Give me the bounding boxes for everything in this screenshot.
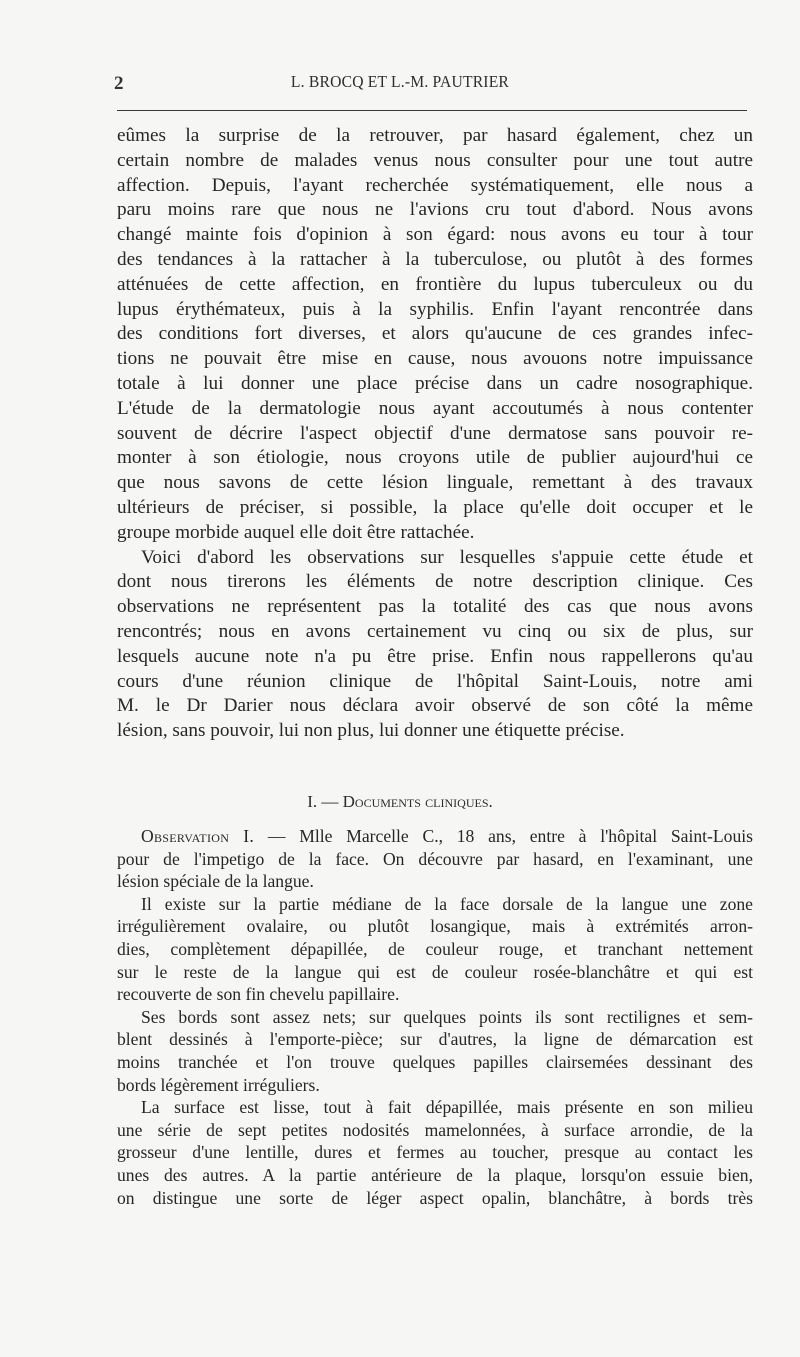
text-line: totale à lui donner une place précise dans un cadre nosographique. [117, 372, 753, 394]
observation-paragraph-4 [117, 1096, 753, 1209]
text-line: atténuées de cette affection, en frontière du lupus tuberculeux ou du [117, 273, 753, 295]
text-line: cours d'une réunion clinique de l'hôpital Saint-Louis, notre ami [117, 670, 753, 692]
text-line: groupe morbide auquel elle doit être rattachée. [117, 521, 475, 543]
text-line: affection. Depuis, l'ayant recherchée systématiquement, elle nous a [117, 174, 753, 196]
text-line: irrégulièrement ovalaire, ou plutôt losangique, mais à extrémités arron- [117, 916, 753, 937]
text-line: rencontrés; nous en avons certainement vu cinq ou six de plus, sur [117, 620, 753, 642]
text-line: monter à son étiologie, nous croyons utile de publier aujourd'hui ce [117, 447, 753, 469]
text-line: changé mainte fois d'opinion à son égard: nous avons eu tour à tour [117, 224, 753, 246]
text-line: paru moins rare que nous ne l'avions cru tout d'abord. Nous avons [117, 199, 753, 221]
text-line: tions ne pouvait être mise en cause, nous avouons notre impuissance [117, 348, 753, 370]
header-rule [117, 110, 747, 111]
text-line: Voici d'abord les observations sur lesquelles s'appuie cette étude et [141, 546, 753, 568]
observation-label: Observation I. [141, 826, 255, 846]
observation-paragraph-3 [117, 1006, 753, 1096]
text-line: que nous savons de cette lésion linguale, remettant à des travaux [117, 472, 753, 494]
intro-text [117, 124, 753, 744]
intro-paragraph-2 [117, 546, 753, 744]
text-line: Ses bords sont assez nets; sur quelques points ils sont rectilignes et sem- [141, 1006, 753, 1027]
text-line: observations ne représentent pas la totalité des cas que nous avons [117, 596, 753, 618]
text-line: grosseur d'une lentille, dures et fermes au toucher, presque au contact les [117, 1142, 753, 1163]
observation-paragraph-1 [117, 825, 753, 893]
text-line: La surface est lisse, tout à fait dépapillée, mais présente en son milieu [141, 1097, 753, 1118]
text-line: sur le reste de la langue qui est de couleur rosée-blanchâtre et qui est [117, 961, 753, 982]
text-line: des conditions fort diverses, et alors qu'aucune de ces grandes infec- [117, 323, 753, 345]
text-line: pour de l'impetigo de la face. On découvre par hasard, en l'examinant, une [117, 848, 753, 869]
page-number: 2 [114, 73, 124, 94]
text-line: Il existe sur la partie médiane de la face dorsale de la langue une zone [141, 893, 753, 914]
text-span: — Mlle Marcelle C., 18 ans, entre à l'hôpital Saint-Louis [254, 826, 753, 846]
text-line: une série de sept petites nodosités mamelonnées, à surface arrondie, de la [117, 1119, 753, 1140]
text-line: des tendances à la rattacher à la tuberculose, ou plutôt à des formes [117, 248, 753, 270]
section-heading [0, 792, 800, 812]
observation-text [117, 825, 753, 1209]
section-title: Documents cliniques. [342, 792, 493, 811]
text-line: lésion spéciale de la langue. [117, 871, 314, 892]
text-line: L'étude de la dermatologie nous ayant accoutumés à nous contenter [117, 397, 753, 419]
text-line: unes des autres. A la partie antérieure de la plaque, lorsqu'on essuie bien, [117, 1164, 753, 1185]
text-line: moins tranchée et l'on trouve quelques papilles clairsemées dessinant des [117, 1051, 753, 1072]
text-line: on distingue une sorte de léger aspect opalin, blanchâtre, à bords très [117, 1187, 753, 1208]
intro-paragraph-1 [117, 124, 753, 546]
text-line: dont nous tirerons les éléments de notre description clinique. Ces [117, 571, 753, 593]
text-line: lupus érythémateux, puis à la syphilis. Enfin l'ayant rencontrée dans [117, 298, 753, 320]
text-line: lésion, sans pouvoir, lui non plus, lui donner une étiquette précise. [117, 720, 625, 742]
running-head: L. BROCQ ET L.-M. PAUTRIER [290, 72, 510, 91]
text-line: certain nombre de malades venus nous consulter pour une tout autre [117, 149, 753, 171]
observation-paragraph-2 [117, 893, 753, 1006]
text-line: eûmes la surprise de la retrouver, par hasard également, chez un [117, 125, 753, 146]
text-line [117, 825, 753, 848]
text-line: dies, complètement dépapillée, de couleur rouge, et tranchant nettement [117, 938, 753, 959]
text-line: lesquels aucune note n'a pu être prise. Enfin nous rappellerons qu'au [117, 645, 753, 667]
text-line: bords légèrement irréguliers. [117, 1074, 320, 1095]
text-line: M. le Dr Darier nous déclara avoir observé de son côté la même [117, 695, 753, 717]
text-line: recouverte de son fin chevelu papillaire. [117, 984, 400, 1005]
section-number: I. — [307, 792, 339, 811]
text-line: ultérieurs de préciser, si possible, la place qu'elle doit occuper et le [117, 496, 753, 518]
text-line: blent dessinés à l'emporte-pièce; sur d'autres, la ligne de démarcation est [117, 1029, 753, 1050]
text-line: souvent de décrire l'aspect objectif d'une dermatose sans pouvoir re- [117, 422, 753, 444]
